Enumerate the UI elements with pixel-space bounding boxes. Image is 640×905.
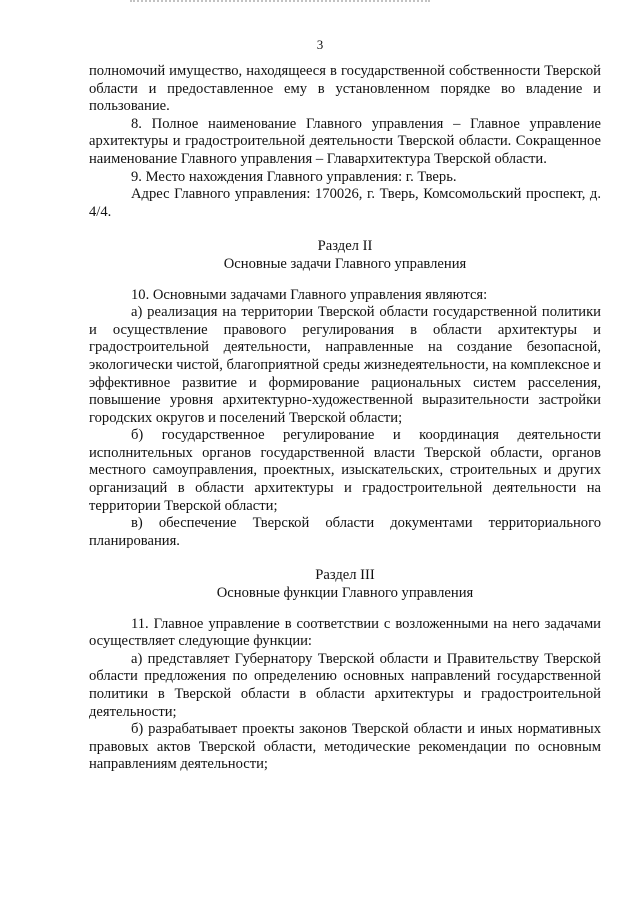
- paragraph-item-11a: а) представляет Губернатору Тверской области и Правительству Тверской области предложения по определению основных направлений государственной политики в Тверской области в области архитектуры и градостроительной деятельности;: [89, 650, 601, 720]
- paragraph-item-9: 9. Место нахождения Главного управления: г. Тверь.: [131, 168, 457, 185]
- paragraph-item-11b: б) разрабатывает проекты законов Тверской области и иных нормативных правовых актов Тверской области, методические рекомендации по основным направлениям деятельности;: [89, 721, 601, 773]
- paragraph-item-10a: а) реализация на территории Тверской области государственной политики и осуществление правового регулирования в области архитектуры и градостроительной деятельности, направленные на создание безопасной, экологически чистой, благоприятной среды жизнедеятельности, на комплексное и эффективное развитие и формирование рациональных систем расселения, повышение уровня архитектурно-художественной выразительности застройки городских округов и поселений Тверской области;: [89, 304, 601, 426]
- paragraph-item-10b: б) государственное регулирование и координация деятельности исполнительных органов государственной власти Тверской области, органов местного самоуправления, проектных, изыскательских, строительных и других организаций в области архитектуры и градостроительной деятельности на территории Тверской области;: [89, 427, 601, 514]
- section-2-number: Раздел II: [317, 238, 373, 255]
- paragraph-item-10c: в) обеспечение Тверской области документами территориального планирования.: [89, 515, 601, 549]
- paragraph-address: Адрес Главного управления: 170026, г. Тверь, Комсомольский проспект, д. 4/4.: [89, 186, 601, 220]
- section-2-heading: [89, 238, 601, 273]
- paragraph-item-8: 8. Полное наименование Главного управления – Главное управление архитектуры и градостроительной деятельности Тверской области. Сокращенное наименование Главного управления – Главархитектура Тверской области.: [89, 115, 601, 167]
- paragraph-item-10: 10. Основными задачами Главного управления являются:: [131, 286, 488, 303]
- paragraph-item-11: 11. Главное управление в соответствии с возложенными на него задачами осуществляет следующие функции:: [89, 615, 601, 650]
- section-3-number: Раздел III: [315, 567, 375, 584]
- page-number: 3: [316, 37, 324, 52]
- paragraph-continuation: полномочий имущество, находящееся в государственной собственности Тверской области и предоставленное ему в установленном порядке во владение и пользование.: [89, 63, 601, 115]
- section-3-title: Основные функции Главного управления: [216, 585, 474, 602]
- document-body: [89, 63, 601, 774]
- section-3-heading: [89, 567, 601, 602]
- scan-top-edge: [130, 0, 430, 5]
- section-2-title: Основные задачи Главного управления: [223, 255, 467, 272]
